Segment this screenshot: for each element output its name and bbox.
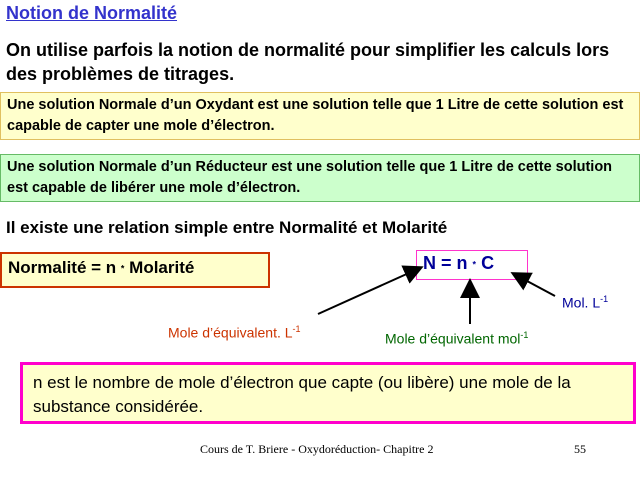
- definition-n-box: n est le nombre de mole d’électron que capte (ou libère) une mole de la substance considérée.: [20, 362, 636, 424]
- normality-formula-left: Normalité = n: [8, 258, 117, 277]
- label-equivalent-per-mol-text: Mole d’équivalent mol: [385, 330, 521, 347]
- arrow-to-c: [514, 274, 555, 296]
- relation-heading: Il existe une relation simple entre Normalité et Molarité: [6, 218, 448, 237]
- normality-formula-right: Molarité: [129, 258, 195, 277]
- label-equivalent-per-mol-exp: -1: [520, 330, 529, 340]
- footer-text: Cours de T. Briere - Oxydoréduction- Chapitre 2: [200, 442, 434, 456]
- reductant-definition-box: Une solution Normale d’un Réducteur est une solution telle que 1 Litre de cette solution est capable de libérer une mole d’électron.: [0, 154, 640, 202]
- label-mol-per-litre-exp: -1: [600, 294, 609, 304]
- label-equivalent-per-litre: [168, 324, 301, 341]
- label-equivalent-per-litre-text: Mole d’équivalent. L: [168, 324, 293, 341]
- page-number: 55: [574, 442, 586, 456]
- multiply-dot: *: [120, 263, 125, 274]
- nc-formula-right: C: [481, 253, 495, 273]
- oxidant-definition-box: Une solution Normale d’un Oxydant est une solution telle que 1 Litre de cette solution est capable de capter une mole d’électron.: [0, 92, 640, 140]
- label-equivalent-per-litre-exp: -1: [292, 324, 301, 334]
- intro-text: On utilise parfois la notion de normalité pour simplifier les calculs lors des problèmes de titrages.: [6, 40, 610, 84]
- arrow-to-n: [318, 268, 420, 314]
- multiply-dot: *: [472, 259, 477, 270]
- page-title: Notion de Normalité: [6, 3, 178, 23]
- nc-formula-left: N = n: [423, 253, 468, 273]
- label-mol-per-litre: [562, 294, 608, 311]
- label-mol-per-litre-text: Mol. L: [562, 294, 601, 311]
- label-equivalent-per-mol: [385, 330, 528, 347]
